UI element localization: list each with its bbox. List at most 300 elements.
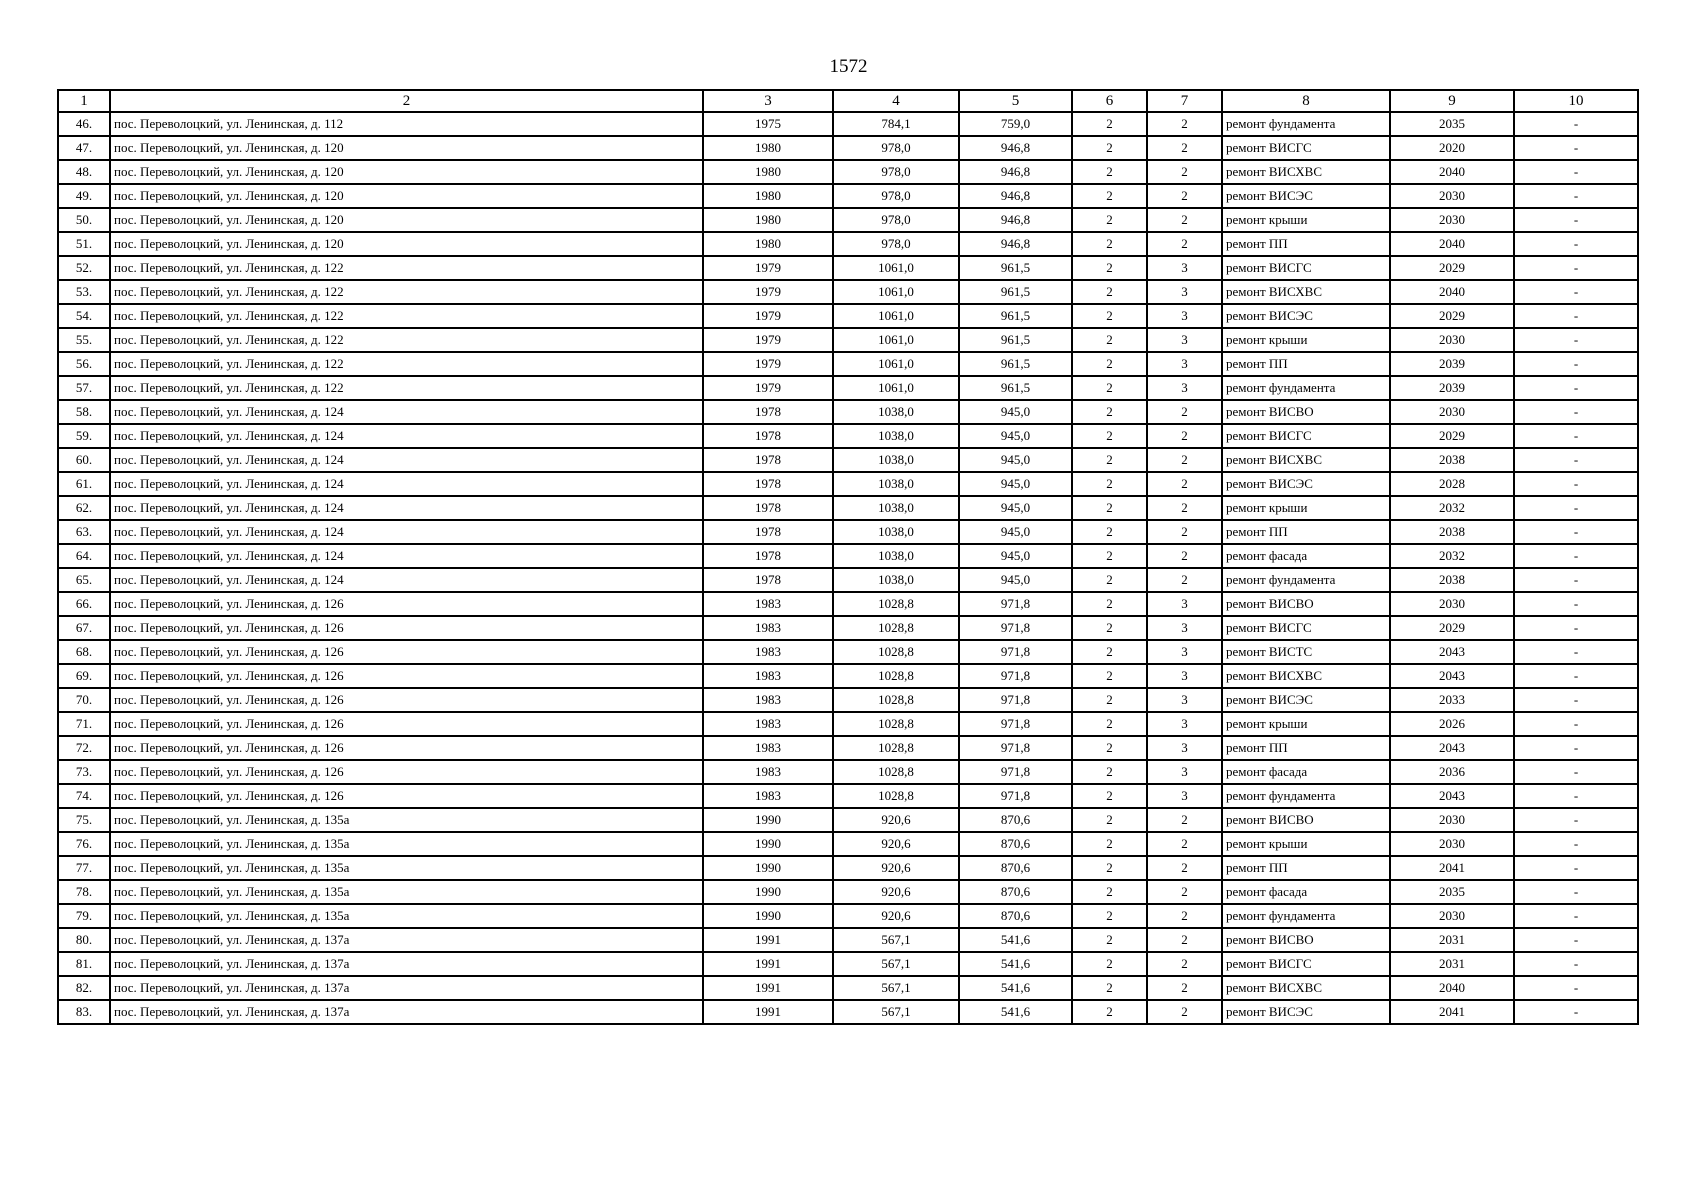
floors-min-cell: 2 <box>1072 304 1147 328</box>
living-area-cell: 946,8 <box>959 160 1072 184</box>
column-header-9: 9 <box>1390 90 1514 112</box>
living-area-cell: 870,6 <box>959 856 1072 880</box>
table-row <box>58 304 1638 328</box>
table-row <box>58 544 1638 568</box>
note-cell: - <box>1514 736 1638 760</box>
planned-year-cell: 2039 <box>1390 376 1514 400</box>
floors-max-cell: 3 <box>1147 712 1222 736</box>
table-row <box>58 664 1638 688</box>
year-built-cell: 1983 <box>703 664 833 688</box>
address-cell: пос. Переволоцкий, ул. Ленинская, д. 126 <box>110 688 703 712</box>
row-number-cell: 59. <box>58 424 110 448</box>
work-type-cell: ремонт ВИСВО <box>1222 400 1390 424</box>
planned-year-cell: 2030 <box>1390 208 1514 232</box>
planned-year-cell: 2035 <box>1390 112 1514 136</box>
living-area-cell: 971,8 <box>959 688 1072 712</box>
address-cell: пос. Переволоцкий, ул. Ленинская, д. 122 <box>110 352 703 376</box>
floors-min-cell: 2 <box>1072 352 1147 376</box>
year-built-cell: 1990 <box>703 856 833 880</box>
column-header-6: 6 <box>1072 90 1147 112</box>
living-area-cell: 961,5 <box>959 280 1072 304</box>
living-area-cell: 961,5 <box>959 376 1072 400</box>
table-row <box>58 448 1638 472</box>
planned-year-cell: 2038 <box>1390 520 1514 544</box>
living-area-cell: 870,6 <box>959 880 1072 904</box>
work-type-cell: ремонт ВИСЭС <box>1222 1000 1390 1024</box>
work-type-cell: ремонт фасада <box>1222 544 1390 568</box>
planned-year-cell: 2031 <box>1390 952 1514 976</box>
floors-max-cell: 3 <box>1147 640 1222 664</box>
work-type-cell: ремонт ВИСХВС <box>1222 160 1390 184</box>
planned-year-cell: 2040 <box>1390 160 1514 184</box>
table-row <box>58 832 1638 856</box>
floors-max-cell: 2 <box>1147 496 1222 520</box>
row-number-cell: 83. <box>58 1000 110 1024</box>
year-built-cell: 1980 <box>703 208 833 232</box>
year-built-cell: 1978 <box>703 448 833 472</box>
living-area-cell: 971,8 <box>959 760 1072 784</box>
total-area-cell: 567,1 <box>833 976 959 1000</box>
work-type-cell: ремонт ВИСГС <box>1222 616 1390 640</box>
floors-min-cell: 2 <box>1072 256 1147 280</box>
planned-year-cell: 2040 <box>1390 976 1514 1000</box>
note-cell: - <box>1514 232 1638 256</box>
floors-max-cell: 2 <box>1147 976 1222 1000</box>
note-cell: - <box>1514 616 1638 640</box>
floors-max-cell: 2 <box>1147 232 1222 256</box>
work-type-cell: ремонт фасада <box>1222 760 1390 784</box>
year-built-cell: 1990 <box>703 808 833 832</box>
living-area-cell: 961,5 <box>959 328 1072 352</box>
table-row <box>58 496 1638 520</box>
year-built-cell: 1980 <box>703 160 833 184</box>
address-cell: пос. Переволоцкий, ул. Ленинская, д. 135а <box>110 880 703 904</box>
table-row <box>58 160 1638 184</box>
floors-max-cell: 3 <box>1147 616 1222 640</box>
total-area-cell: 1038,0 <box>833 568 959 592</box>
planned-year-cell: 2038 <box>1390 448 1514 472</box>
year-built-cell: 1978 <box>703 568 833 592</box>
planned-year-cell: 2032 <box>1390 496 1514 520</box>
row-number-cell: 66. <box>58 592 110 616</box>
table-row <box>58 952 1638 976</box>
row-number-cell: 63. <box>58 520 110 544</box>
row-number-cell: 49. <box>58 184 110 208</box>
total-area-cell: 1028,8 <box>833 760 959 784</box>
total-area-cell: 1028,8 <box>833 664 959 688</box>
total-area-cell: 920,6 <box>833 808 959 832</box>
floors-min-cell: 2 <box>1072 952 1147 976</box>
floors-min-cell: 2 <box>1072 160 1147 184</box>
year-built-cell: 1983 <box>703 712 833 736</box>
living-area-cell: 971,8 <box>959 640 1072 664</box>
table-row <box>58 1000 1638 1024</box>
address-cell: пос. Переволоцкий, ул. Ленинская, д. 137а <box>110 952 703 976</box>
row-number-cell: 73. <box>58 760 110 784</box>
note-cell: - <box>1514 112 1638 136</box>
floors-max-cell: 3 <box>1147 376 1222 400</box>
table-row <box>58 256 1638 280</box>
floors-max-cell: 2 <box>1147 1000 1222 1024</box>
total-area-cell: 920,6 <box>833 856 959 880</box>
floors-min-cell: 2 <box>1072 568 1147 592</box>
address-cell: пос. Переволоцкий, ул. Ленинская, д. 124 <box>110 544 703 568</box>
floors-max-cell: 2 <box>1147 856 1222 880</box>
note-cell: - <box>1514 904 1638 928</box>
address-cell: пос. Переволоцкий, ул. Ленинская, д. 135а <box>110 856 703 880</box>
table-row <box>58 520 1638 544</box>
year-built-cell: 1983 <box>703 592 833 616</box>
year-built-cell: 1979 <box>703 304 833 328</box>
floors-max-cell: 2 <box>1147 424 1222 448</box>
note-cell: - <box>1514 304 1638 328</box>
address-cell: пос. Переволоцкий, ул. Ленинская, д. 124 <box>110 424 703 448</box>
table-row <box>58 640 1638 664</box>
table-row <box>58 712 1638 736</box>
living-area-cell: 961,5 <box>959 352 1072 376</box>
note-cell: - <box>1514 496 1638 520</box>
note-cell: - <box>1514 424 1638 448</box>
address-cell: пос. Переволоцкий, ул. Ленинская, д. 126 <box>110 712 703 736</box>
note-cell: - <box>1514 952 1638 976</box>
row-number-cell: 74. <box>58 784 110 808</box>
table-row <box>58 616 1638 640</box>
table-row <box>58 904 1638 928</box>
floors-min-cell: 2 <box>1072 496 1147 520</box>
table-row <box>58 808 1638 832</box>
floors-min-cell: 2 <box>1072 808 1147 832</box>
work-type-cell: ремонт ВИСГС <box>1222 136 1390 160</box>
table-row <box>58 568 1638 592</box>
work-type-cell: ремонт ВИСЭС <box>1222 184 1390 208</box>
floors-min-cell: 2 <box>1072 1000 1147 1024</box>
floors-max-cell: 3 <box>1147 664 1222 688</box>
total-area-cell: 1061,0 <box>833 304 959 328</box>
row-number-cell: 51. <box>58 232 110 256</box>
year-built-cell: 1978 <box>703 472 833 496</box>
total-area-cell: 567,1 <box>833 1000 959 1024</box>
total-area-cell: 1038,0 <box>833 472 959 496</box>
floors-min-cell: 2 <box>1072 880 1147 904</box>
row-number-cell: 55. <box>58 328 110 352</box>
address-cell: пос. Переволоцкий, ул. Ленинская, д. 124 <box>110 520 703 544</box>
address-cell: пос. Переволоцкий, ул. Ленинская, д. 120 <box>110 232 703 256</box>
table-row <box>58 880 1638 904</box>
planned-year-cell: 2035 <box>1390 880 1514 904</box>
total-area-cell: 1028,8 <box>833 640 959 664</box>
work-type-cell: ремонт ВИСТС <box>1222 640 1390 664</box>
planned-year-cell: 2029 <box>1390 304 1514 328</box>
table-row <box>58 856 1638 880</box>
address-cell: пос. Переволоцкий, ул. Ленинская, д. 120 <box>110 160 703 184</box>
floors-min-cell: 2 <box>1072 280 1147 304</box>
column-header-4: 4 <box>833 90 959 112</box>
living-area-cell: 945,0 <box>959 496 1072 520</box>
work-type-cell: ремонт ПП <box>1222 520 1390 544</box>
year-built-cell: 1990 <box>703 880 833 904</box>
year-built-cell: 1991 <box>703 928 833 952</box>
year-built-cell: 1979 <box>703 280 833 304</box>
note-cell: - <box>1514 184 1638 208</box>
note-cell: - <box>1514 1000 1638 1024</box>
row-number-cell: 81. <box>58 952 110 976</box>
address-cell: пос. Переволоцкий, ул. Ленинская, д. 124 <box>110 472 703 496</box>
work-type-cell: ремонт ВИСХВС <box>1222 976 1390 1000</box>
floors-max-cell: 3 <box>1147 304 1222 328</box>
address-cell: пос. Переволоцкий, ул. Ленинская, д. 124 <box>110 448 703 472</box>
table-row <box>58 592 1638 616</box>
work-type-cell: ремонт ВИСХВС <box>1222 448 1390 472</box>
floors-max-cell: 3 <box>1147 688 1222 712</box>
floors-max-cell: 2 <box>1147 184 1222 208</box>
total-area-cell: 1028,8 <box>833 688 959 712</box>
year-built-cell: 1978 <box>703 544 833 568</box>
floors-min-cell: 2 <box>1072 232 1147 256</box>
work-type-cell: ремонт ВИСХВС <box>1222 280 1390 304</box>
work-type-cell: ремонт фундамента <box>1222 784 1390 808</box>
table-row <box>58 688 1638 712</box>
address-cell: пос. Переволоцкий, ул. Ленинская, д. 126 <box>110 736 703 760</box>
table-row <box>58 784 1638 808</box>
work-type-cell: ремонт ВИСЭС <box>1222 304 1390 328</box>
note-cell: - <box>1514 712 1638 736</box>
address-cell: пос. Переволоцкий, ул. Ленинская, д. 122 <box>110 376 703 400</box>
floors-max-cell: 3 <box>1147 280 1222 304</box>
address-cell: пос. Переволоцкий, ул. Ленинская, д. 120 <box>110 208 703 232</box>
living-area-cell: 971,8 <box>959 736 1072 760</box>
living-area-cell: 971,8 <box>959 664 1072 688</box>
note-cell: - <box>1514 928 1638 952</box>
year-built-cell: 1983 <box>703 688 833 712</box>
row-number-cell: 50. <box>58 208 110 232</box>
note-cell: - <box>1514 352 1638 376</box>
work-type-cell: ремонт крыши <box>1222 328 1390 352</box>
floors-min-cell: 2 <box>1072 640 1147 664</box>
floors-min-cell: 2 <box>1072 328 1147 352</box>
note-cell: - <box>1514 976 1638 1000</box>
row-number-cell: 82. <box>58 976 110 1000</box>
note-cell: - <box>1514 280 1638 304</box>
address-cell: пос. Переволоцкий, ул. Ленинская, д. 120 <box>110 136 703 160</box>
address-cell: пос. Переволоцкий, ул. Ленинская, д. 137а <box>110 1000 703 1024</box>
total-area-cell: 1038,0 <box>833 520 959 544</box>
table-row <box>58 352 1638 376</box>
address-cell: пос. Переволоцкий, ул. Ленинская, д. 135а <box>110 832 703 856</box>
note-cell: - <box>1514 688 1638 712</box>
year-built-cell: 1980 <box>703 184 833 208</box>
table-row <box>58 328 1638 352</box>
living-area-cell: 945,0 <box>959 424 1072 448</box>
column-header-7: 7 <box>1147 90 1222 112</box>
planned-year-cell: 2029 <box>1390 616 1514 640</box>
planned-year-cell: 2029 <box>1390 256 1514 280</box>
row-number-cell: 75. <box>58 808 110 832</box>
planned-year-cell: 2041 <box>1390 856 1514 880</box>
floors-min-cell: 2 <box>1072 112 1147 136</box>
note-cell: - <box>1514 472 1638 496</box>
living-area-cell: 870,6 <box>959 904 1072 928</box>
column-number-row <box>58 90 1638 112</box>
row-number-cell: 53. <box>58 280 110 304</box>
work-type-cell: ремонт ВИСГС <box>1222 424 1390 448</box>
note-cell: - <box>1514 880 1638 904</box>
total-area-cell: 1061,0 <box>833 280 959 304</box>
floors-min-cell: 2 <box>1072 832 1147 856</box>
row-number-cell: 72. <box>58 736 110 760</box>
floors-min-cell: 2 <box>1072 664 1147 688</box>
floors-max-cell: 2 <box>1147 808 1222 832</box>
work-type-cell: ремонт ВИСВО <box>1222 928 1390 952</box>
row-number-cell: 69. <box>58 664 110 688</box>
floors-max-cell: 2 <box>1147 952 1222 976</box>
floors-max-cell: 2 <box>1147 160 1222 184</box>
work-type-cell: ремонт фундамента <box>1222 112 1390 136</box>
floors-min-cell: 2 <box>1072 520 1147 544</box>
total-area-cell: 1061,0 <box>833 256 959 280</box>
total-area-cell: 920,6 <box>833 904 959 928</box>
note-cell: - <box>1514 808 1638 832</box>
floors-min-cell: 2 <box>1072 472 1147 496</box>
year-built-cell: 1978 <box>703 520 833 544</box>
row-number-cell: 65. <box>58 568 110 592</box>
planned-year-cell: 2031 <box>1390 928 1514 952</box>
living-area-cell: 946,8 <box>959 232 1072 256</box>
row-number-cell: 78. <box>58 880 110 904</box>
planned-year-cell: 2030 <box>1390 808 1514 832</box>
row-number-cell: 68. <box>58 640 110 664</box>
work-type-cell: ремонт ПП <box>1222 352 1390 376</box>
planned-year-cell: 2033 <box>1390 688 1514 712</box>
note-cell: - <box>1514 520 1638 544</box>
work-type-cell: ремонт фасада <box>1222 880 1390 904</box>
living-area-cell: 971,8 <box>959 712 1072 736</box>
table-row <box>58 760 1638 784</box>
address-cell: пос. Переволоцкий, ул. Ленинская, д. 135а <box>110 808 703 832</box>
floors-max-cell: 3 <box>1147 784 1222 808</box>
address-cell: пос. Переволоцкий, ул. Ленинская, д. 122 <box>110 280 703 304</box>
planned-year-cell: 2029 <box>1390 424 1514 448</box>
year-built-cell: 1979 <box>703 328 833 352</box>
work-type-cell: ремонт крыши <box>1222 712 1390 736</box>
year-built-cell: 1983 <box>703 760 833 784</box>
floors-max-cell: 2 <box>1147 400 1222 424</box>
living-area-cell: 945,0 <box>959 472 1072 496</box>
floors-min-cell: 2 <box>1072 376 1147 400</box>
floors-max-cell: 2 <box>1147 208 1222 232</box>
page-number: 1572 <box>829 56 868 77</box>
table-row <box>58 976 1638 1000</box>
row-number-cell: 61. <box>58 472 110 496</box>
row-number-cell: 62. <box>58 496 110 520</box>
floors-max-cell: 2 <box>1147 832 1222 856</box>
row-number-cell: 54. <box>58 304 110 328</box>
floors-max-cell: 3 <box>1147 736 1222 760</box>
address-cell: пос. Переволоцкий, ул. Ленинская, д. 137а <box>110 976 703 1000</box>
table-row <box>58 736 1638 760</box>
living-area-cell: 945,0 <box>959 448 1072 472</box>
total-area-cell: 1028,8 <box>833 712 959 736</box>
floors-min-cell: 2 <box>1072 904 1147 928</box>
planned-year-cell: 2041 <box>1390 1000 1514 1024</box>
note-cell: - <box>1514 208 1638 232</box>
total-area-cell: 978,0 <box>833 208 959 232</box>
work-type-cell: ремонт ВИСГС <box>1222 952 1390 976</box>
row-number-cell: 67. <box>58 616 110 640</box>
year-built-cell: 1979 <box>703 256 833 280</box>
planned-year-cell: 2030 <box>1390 328 1514 352</box>
year-built-cell: 1983 <box>703 736 833 760</box>
living-area-cell: 971,8 <box>959 592 1072 616</box>
total-area-cell: 1028,8 <box>833 736 959 760</box>
floors-max-cell: 3 <box>1147 352 1222 376</box>
column-header-10: 10 <box>1514 90 1638 112</box>
note-cell: - <box>1514 544 1638 568</box>
living-area-cell: 541,6 <box>959 976 1072 1000</box>
table-row <box>58 232 1638 256</box>
total-area-cell: 1028,8 <box>833 784 959 808</box>
floors-max-cell: 2 <box>1147 544 1222 568</box>
floors-min-cell: 2 <box>1072 928 1147 952</box>
total-area-cell: 920,6 <box>833 880 959 904</box>
address-cell: пос. Переволоцкий, ул. Ленинская, д. 126 <box>110 760 703 784</box>
row-number-cell: 60. <box>58 448 110 472</box>
work-type-cell: ремонт ВИСХВС <box>1222 664 1390 688</box>
total-area-cell: 1038,0 <box>833 448 959 472</box>
floors-min-cell: 2 <box>1072 136 1147 160</box>
floors-min-cell: 2 <box>1072 856 1147 880</box>
address-cell: пос. Переволоцкий, ул. Ленинская, д. 122 <box>110 256 703 280</box>
year-built-cell: 1991 <box>703 952 833 976</box>
year-built-cell: 1975 <box>703 112 833 136</box>
floors-max-cell: 3 <box>1147 592 1222 616</box>
table-row <box>58 400 1638 424</box>
table-row <box>58 424 1638 448</box>
table-body <box>58 112 1638 1024</box>
living-area-cell: 870,6 <box>959 808 1072 832</box>
note-cell: - <box>1514 136 1638 160</box>
planned-year-cell: 2043 <box>1390 640 1514 664</box>
year-built-cell: 1991 <box>703 1000 833 1024</box>
row-number-cell: 80. <box>58 928 110 952</box>
work-type-cell: ремонт фундамента <box>1222 376 1390 400</box>
note-cell: - <box>1514 664 1638 688</box>
total-area-cell: 1061,0 <box>833 376 959 400</box>
row-number-cell: 58. <box>58 400 110 424</box>
address-cell: пос. Переволоцкий, ул. Ленинская, д. 126 <box>110 592 703 616</box>
work-type-cell: ремонт ВИСГС <box>1222 256 1390 280</box>
planned-year-cell: 2030 <box>1390 904 1514 928</box>
planned-year-cell: 2040 <box>1390 232 1514 256</box>
address-cell: пос. Переволоцкий, ул. Ленинская, д. 126 <box>110 664 703 688</box>
table-row <box>58 280 1638 304</box>
floors-max-cell: 2 <box>1147 520 1222 544</box>
planned-year-cell: 2043 <box>1390 784 1514 808</box>
work-type-cell: ремонт ВИСЭС <box>1222 688 1390 712</box>
planned-year-cell: 2043 <box>1390 664 1514 688</box>
year-built-cell: 1990 <box>703 832 833 856</box>
work-type-cell: ремонт ПП <box>1222 736 1390 760</box>
row-number-cell: 52. <box>58 256 110 280</box>
column-header-3: 3 <box>703 90 833 112</box>
total-area-cell: 978,0 <box>833 160 959 184</box>
total-area-cell: 1038,0 <box>833 496 959 520</box>
total-area-cell: 567,1 <box>833 928 959 952</box>
address-cell: пос. Переволоцкий, ул. Ленинская, д. 126 <box>110 616 703 640</box>
column-header-5: 5 <box>959 90 1072 112</box>
planned-year-cell: 2030 <box>1390 592 1514 616</box>
work-type-cell: ремонт крыши <box>1222 208 1390 232</box>
total-area-cell: 1061,0 <box>833 352 959 376</box>
